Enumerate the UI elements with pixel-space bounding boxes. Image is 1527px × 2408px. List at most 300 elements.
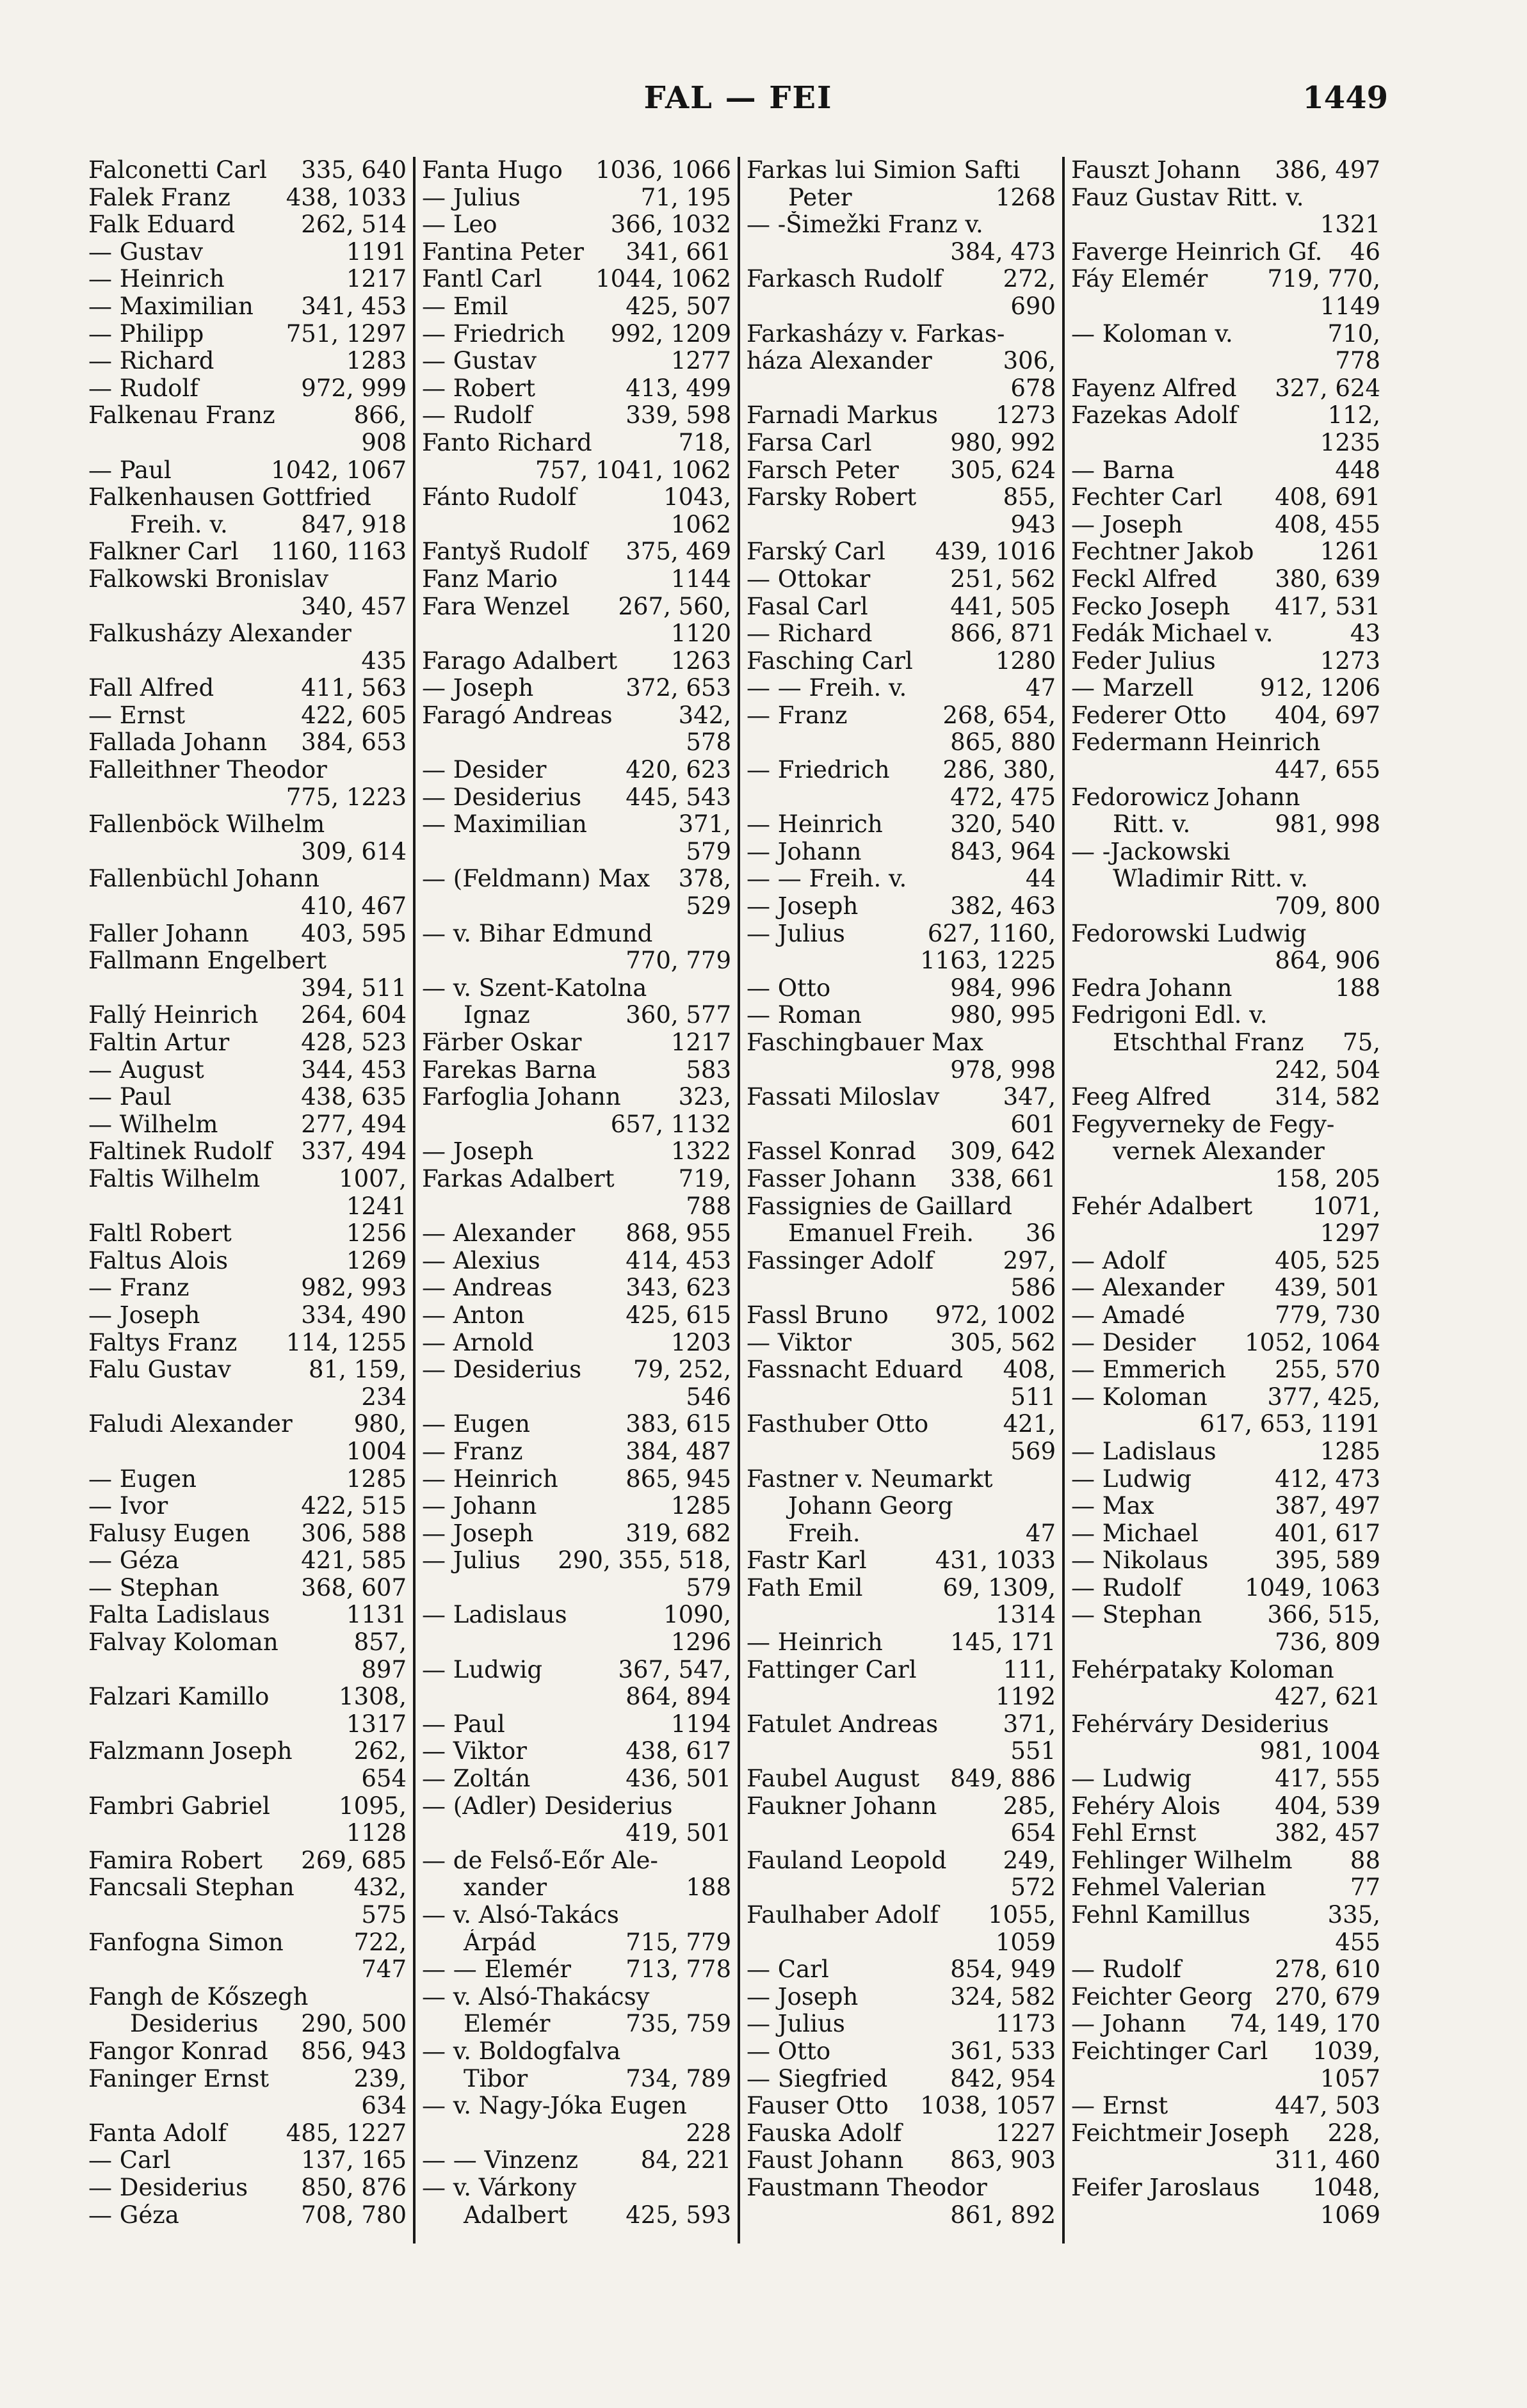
- entry-line: [1071, 266, 1380, 293]
- entry-pages: 981, 998: [1275, 811, 1380, 839]
- entry-line: [88, 348, 407, 375]
- entry-pages: 719,: [678, 1165, 731, 1192]
- entry-pages: 417, 531: [1275, 593, 1380, 620]
- entry-name: Falleithner Theodor: [88, 757, 327, 784]
- entry-pages: 850, 876: [301, 2174, 407, 2201]
- entry-pages: 1120: [670, 620, 731, 648]
- entry-pages: 865, 880: [950, 729, 1056, 757]
- entry-pages: 338, 661: [950, 1165, 1056, 1192]
- entry-line: [88, 1438, 407, 1466]
- entry-name: — Siegfried: [747, 2065, 888, 2092]
- entry-name: Faverge Heinrich Gf.: [1071, 238, 1323, 266]
- entry-name: Falusy Eugen: [88, 1520, 250, 1547]
- entry-line: [422, 1138, 731, 1166]
- entry-pages: 847, 918: [301, 511, 407, 538]
- entry-name: Fassl Bruno: [747, 1301, 889, 1329]
- entry-line: [1071, 1738, 1380, 1765]
- entry-pages: 375, 469: [626, 538, 731, 566]
- entry-pages: 1036, 1066: [595, 157, 731, 184]
- entry-pages: 324, 582: [950, 1983, 1056, 2011]
- entry-line: [747, 1847, 1056, 1875]
- entry-line: [422, 675, 731, 702]
- entry-pages: 268, 654,: [942, 702, 1056, 729]
- entry-line: [422, 321, 731, 348]
- entry-line: [88, 1765, 407, 1793]
- entry-line: [1071, 484, 1380, 511]
- entry-line: [422, 729, 731, 757]
- entry-pages: 1261: [1320, 538, 1380, 566]
- entry-line: [422, 1874, 731, 1902]
- entry-name: — -Jackowski: [1071, 838, 1231, 865]
- entry-line: [422, 457, 731, 485]
- entry-pages: 1227: [995, 2119, 1056, 2147]
- entry-line: [88, 457, 407, 485]
- entry-name: Fasthuber Otto: [747, 1411, 929, 1438]
- entry-line: [422, 947, 731, 975]
- entry-name: — Ernst: [1071, 2092, 1168, 2120]
- entry-line: [1071, 648, 1380, 675]
- entry-line: [88, 1847, 407, 1875]
- entry-pages: 404, 539: [1275, 1792, 1380, 1820]
- entry-line: [747, 729, 1056, 757]
- entry-name: Fassignies de Gaillard: [747, 1192, 1012, 1220]
- entry-line: [422, 1329, 731, 1357]
- entry-line: [1071, 1547, 1380, 1575]
- entry-name: Falu Gustav: [88, 1356, 231, 1384]
- entry-pages: 863, 903: [950, 2147, 1056, 2174]
- entry-line: [1071, 1274, 1380, 1302]
- entry-pages: 861, 892: [950, 2201, 1056, 2229]
- entry-name: — Robert: [422, 374, 536, 402]
- entry-name: — Eugen: [88, 1465, 197, 1493]
- entry-pages: 278, 610: [1275, 1956, 1380, 1984]
- entry-line: [747, 865, 1056, 893]
- entry-name: Faludi Alexander: [88, 1411, 293, 1438]
- entry-pages: 306, 588: [301, 1520, 407, 1547]
- entry-name: Faltinek Rudolf: [88, 1138, 272, 1166]
- entry-pages: 579: [686, 1574, 731, 1601]
- entry-pages: 657, 1132: [610, 1111, 731, 1138]
- entry-name: Fedák Michael v.: [1071, 620, 1273, 648]
- entry-pages: 709, 800: [1275, 893, 1380, 920]
- entry-name: Falconetti Carl: [88, 157, 267, 184]
- entry-line: [88, 1466, 407, 1493]
- entry-line: [422, 1601, 731, 1629]
- entry-line: [747, 1029, 1056, 1057]
- entry-pages: 421, 585: [301, 1547, 407, 1575]
- entry-name: — Eugen: [422, 1411, 531, 1438]
- entry-name: — Franz: [747, 702, 848, 729]
- entry-pages: 984, 996: [950, 974, 1056, 1002]
- entry-columns: [88, 157, 1388, 2243]
- entry-line: [422, 348, 731, 375]
- entry-line: [88, 702, 407, 730]
- entry-line: [422, 239, 731, 266]
- page-title: FAL — FEI: [643, 80, 833, 116]
- entry-name: — Desiderius: [422, 1356, 582, 1384]
- entry-name: Fechtner Jakob: [1071, 538, 1254, 566]
- entry-line: [88, 1111, 407, 1139]
- entry-line: [1071, 1138, 1380, 1166]
- entry-pages: 634: [361, 2092, 407, 2120]
- entry-line: [747, 784, 1056, 812]
- entry-name: Faustmann Theodor: [747, 2174, 987, 2201]
- entry-pages: 1191: [346, 238, 407, 266]
- entry-pages: 425, 615: [626, 1301, 731, 1329]
- entry-line: [1071, 511, 1380, 539]
- entry-name: — Paul: [88, 456, 172, 484]
- entry-line: [422, 975, 731, 1002]
- entry-line: [88, 2066, 407, 2093]
- entry-line: [747, 1683, 1056, 1711]
- entry-line: [88, 321, 407, 348]
- entry-pages: 79, 252,: [633, 1356, 731, 1384]
- entry-pages: 722,: [353, 1929, 407, 1956]
- entry-name: — Philipp: [88, 320, 204, 348]
- entry-line: [747, 484, 1056, 511]
- entry-pages: 74, 149, 170: [1229, 2011, 1380, 2038]
- column-2: [413, 157, 738, 2243]
- entry-name: Falek Franz: [88, 184, 230, 211]
- entry-pages: 1004: [346, 1438, 407, 1465]
- entry-line: [422, 1902, 731, 1929]
- entry-name: — Rudolf: [422, 402, 532, 429]
- entry-line: [88, 1493, 407, 1520]
- entry-pages: 1043,: [663, 484, 731, 511]
- entry-line: [422, 1657, 731, 1684]
- entry-name: — Joseph: [422, 1138, 534, 1166]
- entry-pages: 285,: [1003, 1792, 1056, 1820]
- entry-name: Fauz Gustav Ritt. v.: [1071, 184, 1304, 211]
- entry-pages: 255, 570: [1275, 1356, 1380, 1384]
- entry-name: Fedorowski Ludwig: [1071, 920, 1307, 947]
- entry-name: Feichtinger Carl: [1071, 2037, 1268, 2065]
- entry-name: — Leo: [422, 211, 497, 239]
- entry-line: [1071, 1601, 1380, 1629]
- entry-name: Fayenz Alfred: [1071, 374, 1237, 402]
- entry-line: [88, 1356, 407, 1384]
- entry-line: [88, 1057, 407, 1084]
- entry-pages: 897: [361, 1656, 407, 1683]
- entry-name: Farský Carl: [747, 538, 885, 566]
- entry-line: [747, 811, 1056, 839]
- entry-line: [88, 2092, 407, 2120]
- entry-line: [422, 157, 731, 184]
- entry-pages: 770, 779: [626, 947, 731, 975]
- entry-name: — Viktor: [422, 1738, 527, 1765]
- entry-line: [88, 1411, 407, 1438]
- entry-pages: 912, 1206: [1259, 675, 1380, 702]
- entry-name: Fehérpataky Koloman: [1071, 1656, 1334, 1683]
- entry-name: — Max: [1071, 1493, 1154, 1520]
- entry-name: — Friedrich: [747, 757, 890, 784]
- entry-line: [88, 1274, 407, 1302]
- entry-pages: 690: [1010, 293, 1056, 320]
- entry-pages: 420, 623: [626, 757, 731, 784]
- entry-name: — Ladislaus: [422, 1601, 567, 1629]
- entry-line: [1071, 702, 1380, 730]
- entry-pages: 866, 871: [950, 620, 1056, 648]
- entry-pages: 431, 1033: [935, 1547, 1056, 1575]
- entry-line: [88, 375, 407, 403]
- entry-line: [747, 1138, 1056, 1166]
- entry-name: Falta Ladislaus: [88, 1601, 270, 1629]
- entry-name: — Alexander: [422, 1220, 576, 1248]
- entry-line: [88, 1302, 407, 1329]
- entry-line: [1071, 2011, 1380, 2038]
- entry-line: [88, 2011, 407, 2038]
- entry-pages: 270, 679: [1275, 1983, 1380, 2011]
- entry-line: [747, 1274, 1056, 1302]
- entry-line: [88, 1956, 407, 1984]
- entry-name: — de Felső-Eőr Ale-: [422, 1847, 658, 1874]
- entry-name: Faust Johann: [747, 2147, 904, 2174]
- entry-pages: 368, 607: [301, 1574, 407, 1601]
- entry-pages: 314, 582: [1275, 1084, 1380, 1111]
- entry-pages: 854, 949: [950, 1956, 1056, 1984]
- entry-name: — v. Boldogfalva: [422, 2037, 621, 2065]
- entry-name: Fall Alfred: [88, 675, 214, 702]
- entry-pages: 775, 1223: [286, 783, 407, 811]
- entry-line: [422, 402, 731, 429]
- entry-line: [88, 2174, 407, 2202]
- entry-name: Farsch Peter: [747, 456, 899, 484]
- entry-pages: 1038, 1057: [920, 2092, 1056, 2120]
- entry-name: — August: [88, 1056, 204, 1084]
- entry-line: [88, 729, 407, 757]
- entry-pages: 546: [686, 1383, 731, 1411]
- entry-line: [1071, 839, 1380, 866]
- entry-pages: 1039,: [1313, 2037, 1380, 2065]
- entry-name: — Roman: [747, 1002, 862, 1029]
- entry-name: — Anton: [422, 1301, 525, 1329]
- entry-pages: 445, 543: [626, 783, 731, 811]
- entry-pages: 84, 221: [640, 2147, 731, 2174]
- entry-line: [422, 566, 731, 593]
- entry-pages: 865, 945: [626, 1465, 731, 1493]
- entry-pages: 1055,: [988, 1902, 1056, 1929]
- entry-line: [422, 865, 731, 893]
- entry-line: [1071, 184, 1380, 212]
- entry-line: [1071, 1902, 1380, 1929]
- entry-name: Fara Wenzel: [422, 593, 570, 620]
- entry-line: [747, 1902, 1056, 1929]
- entry-name: — Franz: [422, 1438, 523, 1465]
- entry-pages: 419, 501: [626, 1820, 731, 1847]
- entry-pages: 617, 653, 1191: [1199, 1411, 1380, 1438]
- entry-pages: 1144: [670, 565, 731, 593]
- entry-name: Adalbert: [464, 2201, 568, 2229]
- entry-name: Famira Robert: [88, 1847, 263, 1874]
- entry-name: Emanuel Freih.: [788, 1220, 974, 1248]
- entry-line: [1071, 1002, 1380, 1029]
- entry-pages: 441, 505: [950, 593, 1056, 620]
- entry-line: [1071, 1683, 1380, 1711]
- entry-pages: 1297: [1320, 1220, 1380, 1248]
- entry-pages: 327, 624: [1275, 374, 1380, 402]
- entry-line: [1071, 1329, 1380, 1357]
- entry-name: — Joseph: [422, 675, 534, 702]
- column-1: [88, 157, 413, 2243]
- entry-line: [422, 1274, 731, 1302]
- entry-pages: 36: [1025, 1220, 1056, 1248]
- entry-name: Fehmel Valerian: [1071, 1874, 1266, 1902]
- entry-pages: 735, 759: [626, 2011, 731, 2038]
- entry-line: [422, 1984, 731, 2011]
- entry-line: [88, 1248, 407, 1275]
- entry-pages: 188: [1335, 974, 1380, 1002]
- entry-pages: 309, 614: [301, 838, 407, 865]
- entry-line: [1071, 1765, 1380, 1793]
- entry-name: Peter: [788, 184, 852, 211]
- entry-line: [422, 1711, 731, 1738]
- entry-pages: 47: [1025, 1520, 1056, 1547]
- entry-line: [422, 2092, 731, 2120]
- entry-line: [422, 1547, 731, 1575]
- entry-name: Faukner Johann: [747, 1792, 937, 1820]
- entry-name: Fassnacht Eduard: [747, 1356, 964, 1384]
- entry-name: — v. Alsó-Thakácsy: [422, 1983, 650, 2011]
- entry-name: — Heinrich: [422, 1465, 558, 1493]
- entry-line: [747, 538, 1056, 566]
- entry-pages: 69, 1309,: [942, 1574, 1056, 1601]
- entry-name: Faltys Franz: [88, 1329, 238, 1356]
- entry-line: [422, 1084, 731, 1111]
- entry-pages: 1194: [670, 1710, 731, 1738]
- entry-name: Fastr Karl: [747, 1547, 867, 1575]
- entry-name: Falkenhausen Gottfried: [88, 484, 371, 511]
- entry-pages: 343, 623: [626, 1274, 731, 1302]
- entry-pages: 71, 195: [640, 184, 731, 211]
- entry-line: [747, 1601, 1056, 1629]
- entry-line: [747, 1356, 1056, 1384]
- entry-name: Fehnl Kamillus: [1071, 1902, 1250, 1929]
- entry-name: Fedra Johann: [1071, 974, 1232, 1002]
- entry-pages: 372, 653: [626, 675, 731, 702]
- entry-line: [88, 2038, 407, 2066]
- entry-line: [88, 784, 407, 812]
- entry-pages: 1057: [1320, 2065, 1380, 2092]
- entry-line: [88, 429, 407, 457]
- entry-pages: 1090,: [663, 1601, 731, 1629]
- entry-name: Fanfogna Simon: [88, 1929, 284, 1956]
- entry-line: [88, 1220, 407, 1248]
- entry-line: [422, 2066, 731, 2093]
- entry-line: [88, 1874, 407, 1902]
- entry-pages: 678: [1010, 374, 1056, 402]
- entry-pages: 1160, 1163: [271, 538, 407, 566]
- entry-name: Fehérváry Desiderius: [1071, 1710, 1329, 1738]
- entry-name: Fechter Carl: [1071, 484, 1223, 511]
- entry-name: — Julius: [422, 1547, 521, 1575]
- entry-line: [747, 1329, 1056, 1357]
- entry-line: [1071, 1929, 1380, 1957]
- entry-pages: 262, 514: [301, 211, 407, 239]
- entry-pages: 654: [1010, 1820, 1056, 1847]
- entry-line: [422, 648, 731, 675]
- entry-pages: 188: [686, 1874, 731, 1902]
- entry-name: — Carl: [88, 2147, 171, 2174]
- entry-pages: 360, 577: [626, 1002, 731, 1029]
- entry-pages: 262,: [353, 1738, 407, 1765]
- entry-pages: 485, 1227: [286, 2119, 407, 2147]
- entry-line: [747, 1657, 1056, 1684]
- entry-line: [747, 1438, 1056, 1466]
- entry-name: Faschingbauer Max: [747, 1029, 983, 1056]
- entry-line: [747, 2202, 1056, 2229]
- entry-name: — v. Bihar Edmund: [422, 920, 653, 947]
- entry-pages: 583: [686, 1056, 731, 1084]
- entry-line: [88, 1384, 407, 1411]
- entry-line: [1071, 1411, 1380, 1438]
- entry-pages: 855,: [1003, 484, 1056, 511]
- entry-line: [747, 457, 1056, 485]
- entry-name: — Ludwig: [1071, 1765, 1192, 1793]
- entry-name: — Desider: [1071, 1329, 1196, 1356]
- entry-line: [1071, 211, 1380, 239]
- entry-pages: 341, 661: [626, 238, 731, 266]
- entry-name: Fazekas Adolf: [1071, 402, 1238, 429]
- entry-name: Fasching Carl: [747, 647, 913, 675]
- entry-pages: 715, 779: [626, 1929, 731, 1956]
- entry-pages: 272,: [1003, 266, 1056, 293]
- entry-line: [422, 2120, 731, 2147]
- entry-line: [88, 1084, 407, 1111]
- entry-name: — Barna: [1071, 456, 1175, 484]
- entry-line: [1071, 239, 1380, 266]
- entry-pages: 1048,: [1313, 2174, 1380, 2201]
- entry-line: [747, 1765, 1056, 1793]
- entry-line: [422, 511, 731, 539]
- entry-name: — v. Nagy-Jóka Eugen: [422, 2092, 687, 2120]
- entry-line: [422, 1411, 731, 1438]
- column-3: [738, 157, 1062, 2243]
- entry-name: Fallenbüchl Johann: [88, 865, 319, 893]
- entry-pages: 438, 635: [301, 1084, 407, 1111]
- entry-line: [422, 293, 731, 321]
- entry-name: — Carl: [747, 1956, 829, 1984]
- entry-line: [1071, 865, 1380, 893]
- entry-line: [1071, 1956, 1380, 1984]
- entry-pages: 43: [1350, 620, 1380, 648]
- entry-pages: 778: [1335, 348, 1380, 375]
- entry-pages: 1042, 1067: [271, 456, 407, 484]
- entry-name: Etschthal Franz: [1113, 1029, 1304, 1056]
- entry-line: [88, 511, 407, 539]
- entry-line: [422, 1029, 731, 1057]
- entry-pages: 251, 562: [950, 565, 1056, 593]
- entry-name: Fallada Johann: [88, 729, 268, 757]
- entry-pages: 427, 621: [1275, 1683, 1380, 1711]
- entry-pages: 339, 598: [626, 402, 731, 429]
- entry-name: Faragó Andreas: [422, 702, 613, 729]
- entry-pages: 868, 955: [626, 1220, 731, 1248]
- entry-name: — v. Várkony: [422, 2174, 577, 2201]
- entry-name: Feckl Alfred: [1071, 565, 1217, 593]
- entry-pages: 1256: [346, 1220, 407, 1248]
- entry-pages: 1296: [670, 1629, 731, 1657]
- entry-line: [747, 1520, 1056, 1548]
- entry-pages: 290, 355, 518,: [558, 1547, 731, 1575]
- entry-name: Fasser Johann: [747, 1165, 917, 1192]
- entry-pages: 849, 886: [950, 1765, 1056, 1793]
- entry-name: Fanto Richard: [422, 429, 592, 456]
- entry-line: [747, 211, 1056, 239]
- entry-pages: 422, 605: [301, 702, 407, 729]
- entry-name: Fehl Ernst: [1071, 1820, 1197, 1847]
- entry-line: [88, 1002, 407, 1029]
- entry-name: Fallmann Engelbert: [88, 947, 327, 975]
